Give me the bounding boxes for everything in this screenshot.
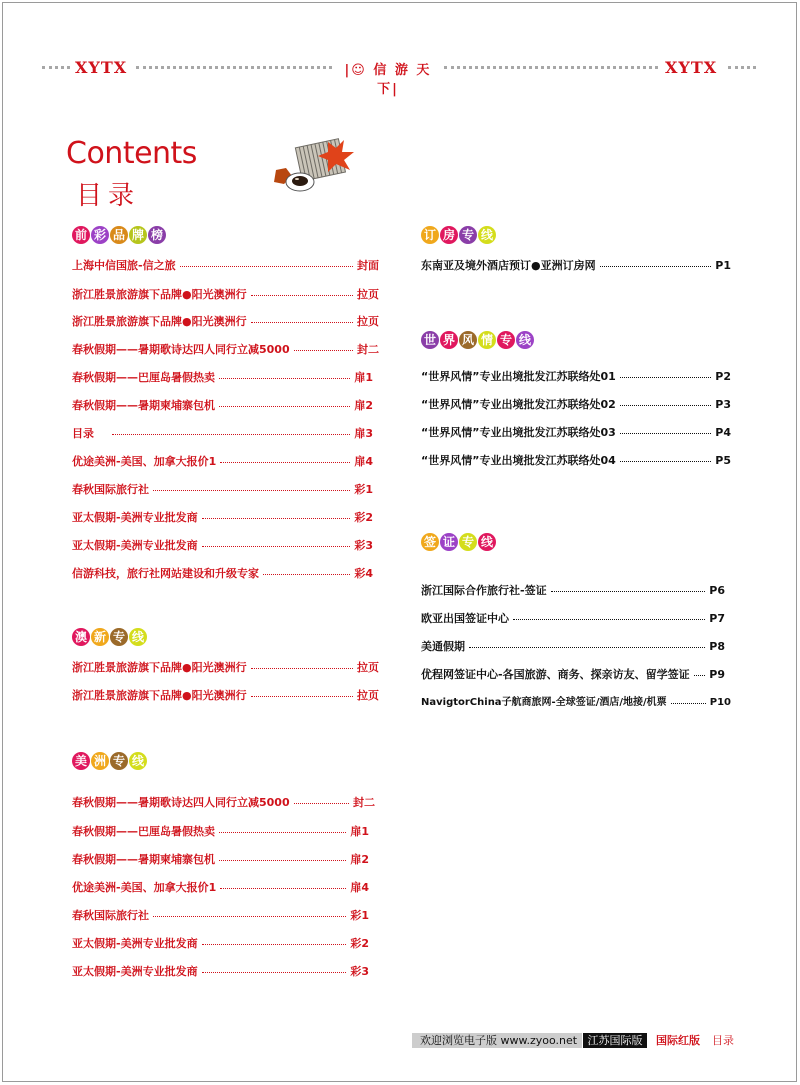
- toc-title: “世界风情”专业出境批发江苏联络处04: [421, 454, 616, 467]
- toc-page: 扉2: [354, 399, 373, 412]
- footer-page-label: 目录: [712, 1034, 734, 1047]
- toc-page: 彩2: [354, 511, 373, 524]
- footer-website[interactable]: 欢迎浏览电子版 www.zyoo.net: [412, 1033, 582, 1048]
- toc-page: P9: [709, 668, 725, 681]
- toc-entry[interactable]: [72, 825, 369, 839]
- dot-leader: [620, 461, 712, 462]
- toc-page: P10: [709, 697, 731, 708]
- section-header-shijie: [421, 331, 534, 349]
- toc-entry[interactable]: [72, 483, 373, 497]
- dot-leader: [153, 916, 346, 917]
- toc-page: 拉页: [357, 661, 379, 674]
- dot-leader: [220, 462, 350, 463]
- toc-entry[interactable]: [72, 965, 369, 979]
- section-char: 线: [129, 752, 147, 770]
- dot-leader: [112, 434, 350, 435]
- dot-leader: [220, 888, 346, 889]
- toc-title: 亚太假期-美洲专业批发商: [72, 937, 198, 950]
- section-char: 前: [72, 226, 90, 244]
- coffee-leaves-illustration: [266, 138, 358, 196]
- toc-title: 东南亚及境外酒店预订●亚洲订房网: [421, 259, 596, 272]
- toc-title: 欧亚出国签证中心: [421, 612, 509, 625]
- toc-title: “世界风情”专业出境批发江苏联络处03: [421, 426, 616, 439]
- toc-title: 春秋假期——巴厘岛暑假热卖: [72, 371, 215, 384]
- toc-entry[interactable]: [72, 539, 373, 553]
- toc-entry[interactable]: [72, 399, 373, 413]
- toc-page: 彩1: [350, 909, 369, 922]
- section-char: 情: [478, 331, 496, 349]
- toc-entry[interactable]: [421, 584, 725, 598]
- toc-page: P3: [715, 398, 731, 411]
- dot-leader: [202, 944, 347, 945]
- toc-title: 上海中信国旅-信之旅: [72, 259, 176, 272]
- toc-page: 拉页: [357, 689, 379, 702]
- dot-leader: [219, 406, 350, 407]
- toc-title: “世界风情”专业出境批发江苏联络处01: [421, 370, 616, 383]
- dot-leader: [694, 675, 706, 676]
- dot-leader: [469, 647, 705, 648]
- brand-logo-left: XYTX: [75, 58, 128, 77]
- footer-edition: 江苏国际版: [583, 1033, 647, 1048]
- toc-title: 春秋假期——暑期歌诗达四人同行立减5000: [72, 343, 290, 356]
- toc-title: 优途美洲-美国、加拿大报价1: [72, 881, 217, 894]
- toc-title: 春秋国际旅行社: [72, 909, 149, 922]
- section-header-meizhou: [72, 752, 147, 770]
- dot-leader: [219, 378, 350, 379]
- section-header-aozhou: [72, 628, 147, 646]
- dot-leader: [620, 405, 712, 406]
- toc-title: 浙江国际合作旅行社-签证: [421, 584, 547, 597]
- toc-entry[interactable]: [72, 259, 379, 273]
- toc-title: 亚太假期-美洲专业批发商: [72, 511, 198, 524]
- section-char: 牌: [129, 226, 147, 244]
- section-char: 订: [421, 226, 439, 244]
- toc-title: 浙江胜景旅游旗下品牌●阳光澳洲行: [72, 288, 247, 301]
- toc-page: 扉2: [350, 853, 369, 866]
- section-char: 新: [91, 628, 109, 646]
- toc-entry[interactable]: [421, 668, 725, 682]
- section-char: 专: [459, 226, 477, 244]
- toc-entry[interactable]: [72, 455, 373, 469]
- toc-entry[interactable]: [72, 315, 379, 329]
- toc-title: 浙江胜景旅游旗下品牌●阳光澳洲行: [72, 661, 247, 674]
- toc-page: P6: [709, 584, 725, 597]
- section-char: 专: [459, 533, 477, 551]
- toc-entry[interactable]: [72, 343, 379, 357]
- toc-page: 彩3: [350, 965, 369, 978]
- section-char: 澳: [72, 628, 90, 646]
- dot-leader: [600, 266, 712, 267]
- dot-leader: [294, 350, 353, 351]
- dot-leader: [551, 591, 706, 592]
- dot-leader: [294, 803, 349, 804]
- dot-leader: [180, 266, 353, 267]
- dot-leader: [153, 490, 350, 491]
- section-char: 房: [440, 226, 458, 244]
- dot-leader: [202, 546, 351, 547]
- section-char: 彩: [91, 226, 109, 244]
- toc-page: 封面: [357, 259, 379, 272]
- toc-page: P5: [715, 454, 731, 467]
- toc-title: 春秋假期——暑期歌诗达四人同行立减5000: [72, 796, 290, 809]
- header-dots-center-right: [444, 66, 658, 69]
- toc-title: 浙江胜景旅游旗下品牌●阳光澳洲行: [72, 689, 247, 702]
- section-char: 洲: [91, 752, 109, 770]
- dot-leader: [251, 295, 353, 296]
- toc-entry[interactable]: [72, 909, 369, 923]
- section-char: 世: [421, 331, 439, 349]
- toc-entry[interactable]: [421, 426, 731, 440]
- footer-red-label: 国际红版: [656, 1034, 700, 1047]
- toc-title: 目录: [72, 427, 94, 440]
- toc-entry[interactable]: [421, 696, 731, 710]
- section-header-dingfang: [421, 226, 496, 244]
- header-slogan: |☺ 信 游 天 下|: [344, 63, 432, 97]
- header-dots-center-left: [136, 66, 332, 69]
- contents-title: Contents: [66, 136, 197, 171]
- dot-leader: [202, 972, 347, 973]
- section-char: 界: [440, 331, 458, 349]
- toc-entry[interactable]: [421, 454, 731, 468]
- dot-leader: [251, 696, 353, 697]
- dot-leader: [202, 518, 351, 519]
- toc-title: 浙江胜景旅游旗下品牌●阳光澳洲行: [72, 315, 247, 328]
- brand-logo-right: XYTX: [665, 58, 718, 77]
- toc-page: 扉3: [354, 427, 373, 440]
- toc-title: 春秋假期——暑期柬埔寨包机: [72, 853, 215, 866]
- toc-entry[interactable]: [72, 288, 379, 302]
- toc-entry[interactable]: [72, 937, 369, 951]
- dot-leader: [219, 832, 346, 833]
- toc-page: P7: [709, 612, 725, 625]
- dot-leader: [251, 668, 353, 669]
- header-dots-right: [728, 66, 756, 69]
- toc-page: 拉页: [357, 288, 379, 301]
- toc-page: 扉1: [354, 371, 373, 384]
- toc-title: 优途美洲-美国、加拿大报价1: [72, 455, 217, 468]
- section-header-qianzheng: [421, 533, 496, 551]
- toc-entry[interactable]: [421, 398, 731, 412]
- toc-entry[interactable]: [72, 511, 373, 525]
- toc-page: P1: [715, 259, 731, 272]
- toc-title: 春秋假期——巴厘岛暑假热卖: [72, 825, 215, 838]
- toc-page: P4: [715, 426, 731, 439]
- section-char: 线: [516, 331, 534, 349]
- section-header-qiancai: [72, 226, 166, 244]
- section-char: 专: [110, 628, 128, 646]
- section-char: 风: [459, 331, 477, 349]
- toc-entry[interactable]: [72, 371, 373, 385]
- section-char: 线: [478, 226, 496, 244]
- section-char: 线: [129, 628, 147, 646]
- section-char: 美: [72, 752, 90, 770]
- toc-entry[interactable]: [421, 640, 725, 654]
- section-char: 签: [421, 533, 439, 551]
- toc-page: 封二: [353, 796, 375, 809]
- mulu-title: 目录: [76, 181, 141, 211]
- toc-title: 亚太假期-美洲专业批发商: [72, 539, 198, 552]
- section-char: 榜: [148, 226, 166, 244]
- dot-leader: [620, 377, 712, 378]
- toc-page: P2: [715, 370, 731, 383]
- toc-entry[interactable]: [421, 259, 731, 273]
- toc-page: 扉4: [350, 881, 369, 894]
- dot-leader: [219, 860, 346, 861]
- toc-title: 信游科技，旅行社网站建设和升级专家: [72, 567, 259, 580]
- toc-title: “世界风情”专业出境批发江苏联络处02: [421, 398, 616, 411]
- toc-entry[interactable]: [72, 427, 373, 441]
- toc-entry[interactable]: [72, 567, 373, 581]
- section-char: 专: [110, 752, 128, 770]
- toc-page: 彩1: [354, 483, 373, 496]
- toc-title: 春秋假期——暑期柬埔寨包机: [72, 399, 215, 412]
- toc-title: 优程网签证中心-各国旅游、商务、探亲访友、留学签证: [421, 668, 690, 681]
- toc-entry[interactable]: [72, 689, 379, 703]
- toc-page: 彩2: [350, 937, 369, 950]
- toc-entry[interactable]: [421, 370, 731, 384]
- toc-entry[interactable]: [72, 796, 375, 810]
- toc-title: 亚太假期-美洲专业批发商: [72, 965, 198, 978]
- toc-entry[interactable]: [72, 853, 369, 867]
- section-char: 线: [478, 533, 496, 551]
- toc-page: 扉4: [354, 455, 373, 468]
- toc-page: 彩4: [354, 567, 373, 580]
- toc-page: P8: [709, 640, 725, 653]
- toc-page: 彩3: [354, 539, 373, 552]
- toc-page: 封二: [357, 343, 379, 356]
- toc-entry[interactable]: [72, 661, 379, 675]
- toc-page: 扉1: [350, 825, 369, 838]
- section-char: 证: [440, 533, 458, 551]
- dot-leader: [671, 703, 706, 704]
- dot-leader: [251, 322, 353, 323]
- header-dots-left: [42, 66, 70, 69]
- dot-leader: [620, 433, 712, 434]
- toc-entry[interactable]: [421, 612, 725, 626]
- toc-title: 春秋国际旅行社: [72, 483, 149, 496]
- toc-page: 拉页: [357, 315, 379, 328]
- dot-leader: [513, 619, 705, 620]
- toc-title: NavigtorChina子航商旅网-全球签证/酒店/地接/机票: [421, 697, 667, 708]
- toc-entry[interactable]: [72, 881, 369, 895]
- toc-title: 美通假期: [421, 640, 465, 653]
- section-char: 品: [110, 226, 128, 244]
- section-char: 专: [497, 331, 515, 349]
- dot-leader: [263, 574, 350, 575]
